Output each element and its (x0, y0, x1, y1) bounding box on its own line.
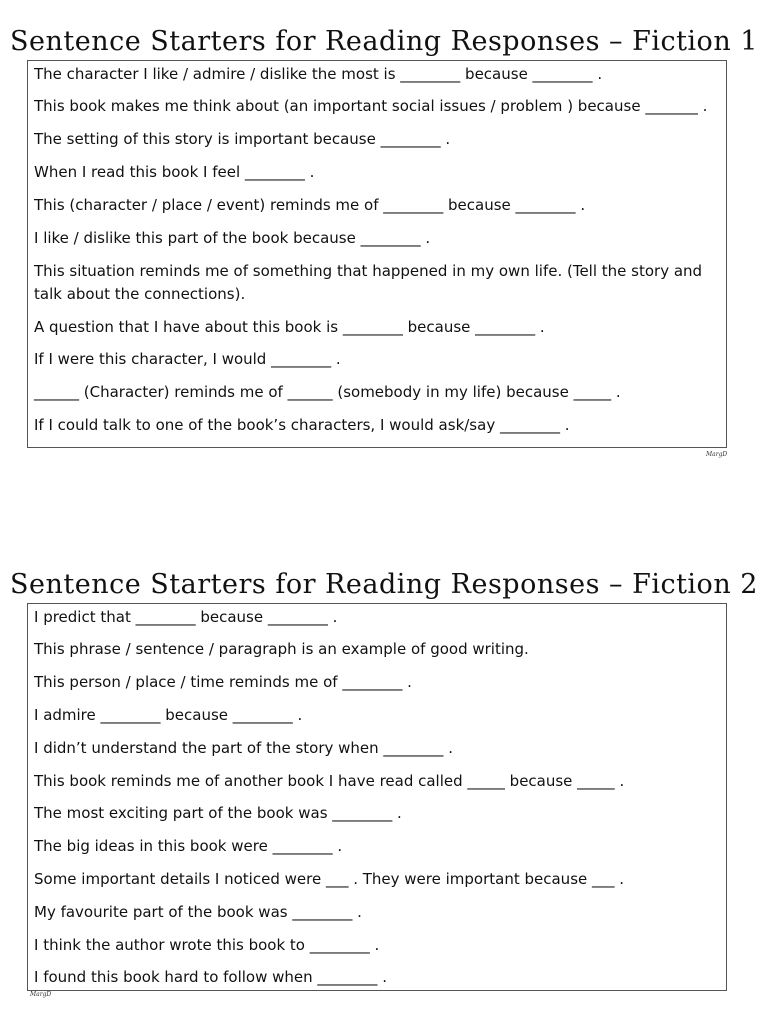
sentence-starter: This person / place / time reminds me of ________ . (34, 673, 412, 691)
sentence-starter: A question that I have about this book is ________ because ________ . (34, 318, 545, 336)
fiction-1-title: Sentence Starters for Reading Responses – Fiction 1 (10, 26, 758, 57)
sentence-starter: If I could talk to one of the book’s characters, I would ask/say ________ . (34, 416, 570, 434)
sentence-starter: I didn’t understand the part of the story when ________ . (34, 739, 453, 757)
sentence-starter: I predict that ________ because ________ . (34, 608, 338, 626)
sentence-starter: When I read this book I feel ________ . (34, 163, 315, 181)
author-credit: MargD (30, 991, 52, 998)
sentence-starter: If I were this character, I would ________ . (34, 350, 341, 368)
sentence-starter: This book reminds me of another book I have read called _____ because _____ . (34, 772, 625, 790)
sentence-starter: I think the author wrote this book to ________ . (34, 936, 380, 954)
sentence-starter: This situation reminds me of something that happened in my own life. (Tell the story and talk about the connections). (34, 262, 703, 303)
sentence-starter: This (character / place / event) reminds me of ________ because ________ . (34, 196, 586, 214)
sentence-starter: I admire ________ because ________ . (34, 706, 303, 724)
sentence-starter: The setting of this story is important because ________ . (34, 130, 451, 148)
sentence-starter: I like / dislike this part of the book because ________ . (34, 229, 431, 247)
sentence-starter: This phrase / sentence / paragraph is an example of good writing. (34, 640, 529, 658)
author-credit: MargD (706, 451, 728, 458)
fiction-1-box (27, 60, 727, 448)
sentence-starter: ______ (Character) reminds me of ______ (somebody in my life) because _____ . (34, 383, 621, 401)
sentence-starter: This book makes me think about (an important social issues / problem ) because _______ . (34, 97, 708, 115)
sentence-starter: I found this book hard to follow when ________ . (34, 968, 387, 986)
fiction-2-box (27, 603, 727, 991)
sentence-starter: The character I like / admire / dislike the most is ________ because ________ . (34, 65, 603, 83)
sentence-starter: My favourite part of the book was ________ . (34, 903, 362, 921)
sentence-starter: The most exciting part of the book was ________ . (34, 804, 402, 822)
sentence-starter: Some important details I noticed were ___ . They were important because ___ . (34, 870, 625, 888)
fiction-2-title: Sentence Starters for Reading Responses – Fiction 2 (10, 569, 758, 600)
sentence-starter: The big ideas in this book were ________ . (34, 837, 343, 855)
